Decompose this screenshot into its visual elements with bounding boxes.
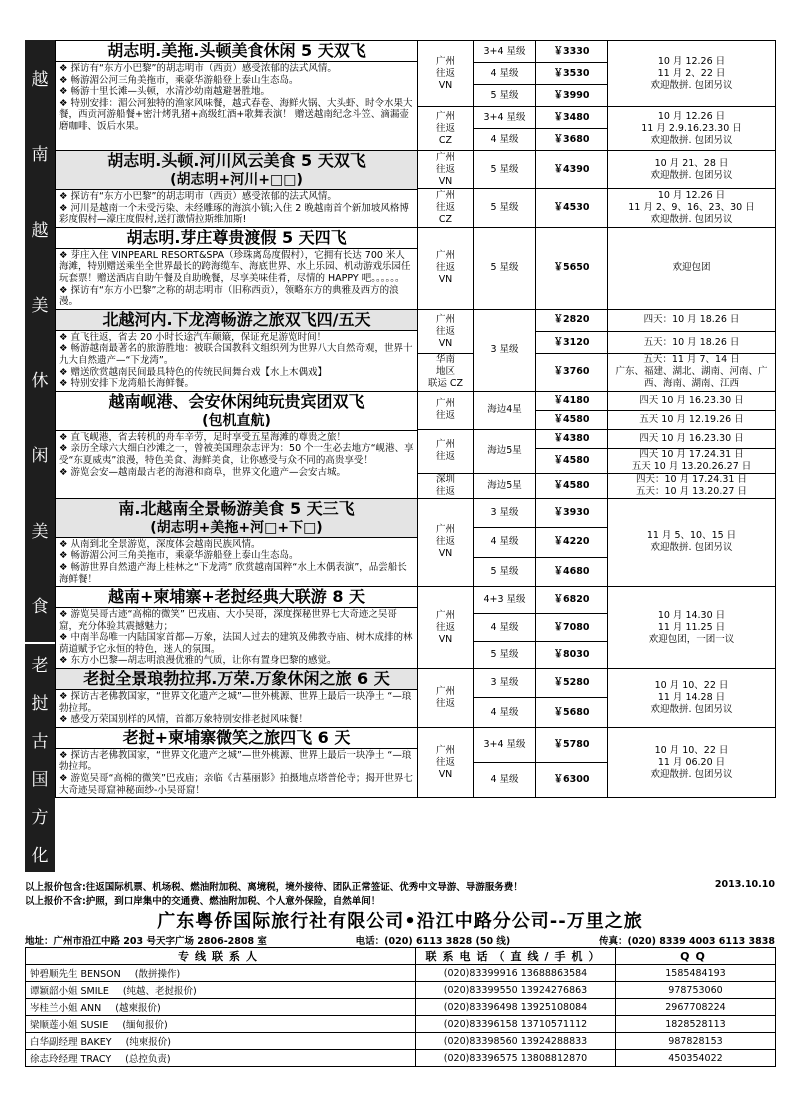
- address-line: [25, 933, 775, 947]
- contact-row: [26, 1033, 776, 1050]
- route-row: [56, 41, 776, 63]
- route-title: [56, 669, 417, 690]
- route-title-text: 胡志明.头顿.河川风云美食 5 天双飞: [107, 151, 366, 170]
- route-price: ￥3930: [536, 498, 608, 527]
- route-description: [56, 309, 418, 391]
- route-point: ❖ 赠送欣赏越南民间最具特色的传统民间舞台戏【水上木偶戏】: [59, 367, 414, 379]
- contact-name: [26, 1033, 416, 1050]
- route-price: ￥4580: [536, 410, 608, 429]
- route-price: ￥3990: [536, 85, 608, 107]
- route-star: 海边5星: [474, 429, 536, 473]
- contact-row: [26, 999, 776, 1016]
- included-text: 以上报价包含:往返国际机票、机场税、燃油附加税、离境税，境外接待、团队正常签证、优秀中文导游、导游服务费！: [25, 882, 523, 893]
- route-dates: 10 月 12.26 日 11 月 2.9.16.23.30 日 欢迎散拼. 包团另议: [608, 107, 776, 151]
- contact-qq: 2967708224: [616, 999, 776, 1016]
- contact-phone: (020)83396498 13925108084: [416, 999, 616, 1016]
- route-dates: 四天 10 月 16.23.30 日: [608, 391, 776, 410]
- side-char: 闲: [31, 446, 49, 467]
- route-row: [56, 498, 776, 527]
- route-price: ￥3680: [536, 129, 608, 151]
- contact-row: [26, 1050, 776, 1067]
- route-point: ❖ 探访有“东方小巴黎”的胡志明市（西贡）感受浓郁的法式风情。: [59, 63, 414, 75]
- route-price: ￥5650: [536, 227, 608, 309]
- contact-person: 钟碧顺先生 BENSON: [30, 969, 121, 980]
- route-title-text: 越南岘港、会安休闲纯玩贵宾团双飞: [108, 391, 365, 411]
- contact-name: [26, 1016, 416, 1033]
- route-point: ❖ 探访古老佛教国家，“世界文化遗产之城”—世外桃源、世界上最后一块净土 “—琅勃拉邦。: [59, 691, 414, 714]
- contact-phone: (020)83396158 13710571112: [416, 1016, 616, 1033]
- route-price: ￥2820: [536, 309, 608, 331]
- side-char: 美: [31, 295, 49, 316]
- route-description: [56, 41, 418, 151]
- route-title: [56, 310, 417, 331]
- contact-phone: (020)83396575 13808812870: [416, 1050, 616, 1067]
- route-origin: 广州 往返 VN: [418, 587, 474, 669]
- side-char: 食: [31, 596, 49, 617]
- route-points: [56, 749, 417, 797]
- contact-row: [26, 1016, 776, 1033]
- route-point: ❖ 亲历全球六大细白沙滩之一，曾被美国理杂志评为：50 个一生必去地方“岘港、享受“东夏威夷”浪漫，特色美食、海鲜美食，让你感受与众不同的高贵享受！: [59, 443, 414, 466]
- route-dates: 四天 10 月 16.23.30 日: [608, 429, 776, 448]
- route-points: [56, 431, 417, 479]
- route-point: ❖ 游览吴哥“高棉的微笑”巴戎庙；亲临《古墓丽影》拍摄地点塔普伦寺；揭开世界七大奇迹吴哥窟神秘面纱-小吴哥窟！: [59, 773, 414, 796]
- route-subtitle: (胡志明+美拖+河□+下□): [150, 519, 323, 536]
- route-star: 海边5星: [474, 473, 536, 498]
- route-points: [56, 249, 417, 309]
- contact-qq: 1828528113: [616, 1016, 776, 1033]
- side-char: 挝: [31, 693, 49, 714]
- route-point: ❖ 直飞往返，省去 20 小时长途汽车颠簸，保证充足游览时间！: [59, 332, 414, 344]
- contact-qq: 987828153: [616, 1033, 776, 1050]
- fax: 传真：(020) 8339 4003 6113 3838: [598, 936, 775, 947]
- contact-name: [26, 1050, 416, 1067]
- route-price: ￥4580: [536, 448, 608, 473]
- contact-qq: 978753060: [616, 982, 776, 999]
- route-origin: 广州 往返: [418, 429, 474, 473]
- route-star: 3 星级: [474, 669, 536, 698]
- contact-role: (纯柬报价): [125, 1037, 171, 1048]
- route-price: ￥3330: [536, 41, 608, 63]
- route-description: [56, 587, 418, 669]
- route-row: [56, 391, 776, 410]
- route-title: [56, 392, 417, 431]
- route-point: ❖ 畅游越南最著名的旅游胜地：被联合国教科文组织列为世界八大自然奇观，世界十九大自然遗产—“下龙湾”。: [59, 343, 414, 366]
- route-star: 4+3 星级: [474, 587, 536, 614]
- side-label-laos: [25, 644, 55, 874]
- route-origin: 广州 往返: [418, 669, 474, 728]
- contact-qq: 450354022: [616, 1050, 776, 1067]
- contact-person: 梁顺莲小姐 SUSIE: [30, 1020, 109, 1031]
- route-point: ❖ 特别安排：湄公河独特的渔家风味餐，越式春卷、海鲜火锅、大头虾、时令水果大餐，西贡河游船餐+密汁烤乳猪+高级红酒+歌舞表演！ 赠送越南纪念斗笠、滴漏壶磨咖啡、饭后水果。: [59, 98, 414, 133]
- route-dates: 10 月 12.26 日 11 月 2、9、16、23、30 日 欢迎散拼. 包团另议: [608, 189, 776, 227]
- route-star: 3 星级: [474, 309, 536, 391]
- route-title-text: 北越河内.下龙湾畅游之旅双飞四/五天: [102, 309, 371, 329]
- route-point: ❖ 畅游湄公河三角美拖市，乘豪华游船登上泰山生态岛。: [59, 550, 414, 562]
- route-dates: 五天 10 月 12.19.26 日: [608, 410, 776, 429]
- route-star: 3+4 星级: [474, 107, 536, 129]
- header-qq: QQ: [616, 948, 776, 965]
- side-char: 休: [31, 371, 49, 392]
- route-star: 3 星级: [474, 498, 536, 527]
- side-char: 美: [31, 521, 49, 542]
- route-row: [56, 227, 776, 309]
- route-dates: 10 月 14.30 日 11 月 11.25 日 欢迎包团，一团一议: [608, 587, 776, 669]
- route-row: [56, 669, 776, 698]
- route-dates: 欢迎包团: [608, 227, 776, 309]
- route-title: [56, 499, 417, 538]
- route-origin: 深圳 往返: [418, 473, 474, 498]
- header-contact: 专线联系人: [26, 948, 416, 965]
- route-title-text: 胡志明.芽庄尊贵渡假 5 天四飞: [126, 227, 347, 247]
- contact-person: 岑桂兰小姐 ANN: [30, 1003, 102, 1014]
- route-price: ￥5680: [536, 698, 608, 727]
- route-price: ￥6820: [536, 587, 608, 614]
- contact-row: [26, 965, 776, 982]
- route-point: ❖ 畅游世界自然遗产海上桂林之“下龙湾” 欣赏越南国粹“水上木偶表演”，品尝船长海鲜餐！: [59, 562, 414, 585]
- route-origin: 广州 往返 VN: [418, 41, 474, 107]
- route-origin: 广州 往返 VN: [418, 498, 474, 586]
- contact-role: (纯越、老挝报价): [122, 986, 197, 997]
- route-sheet: [25, 40, 775, 874]
- route-star: 4 星级: [474, 63, 536, 85]
- route-price: ￥6300: [536, 763, 608, 798]
- route-title-text: 胡志明.美拖.头顿美食休闲 5 天双飞: [107, 41, 366, 60]
- route-point: ❖ 从南到北全景游览，深度体会越南民族风情。: [59, 539, 414, 551]
- route-point: ❖ 畅游湄公河三角美拖市，乘豪华游船登上泰山生态岛。: [59, 75, 414, 87]
- side-char: 越: [31, 70, 49, 91]
- route-star: 海边4星: [474, 391, 536, 429]
- side-char: 老: [31, 655, 49, 676]
- route-star: 4 星级: [474, 614, 536, 641]
- route-star: 5 星级: [474, 189, 536, 227]
- route-description: [56, 151, 418, 228]
- contact-phone: (020)83399550 13924276863: [416, 982, 616, 999]
- route-point: ❖ 探访古老佛教国家，“世界文化遗产之城”—世外桃源、世界上最后一块净土 “—琅勃拉邦。: [59, 750, 414, 773]
- side-label-vietnam: [25, 40, 55, 644]
- route-description: [56, 498, 418, 586]
- route-point: ❖ 感受万荣国别样的风情，首都万象特别安排老挝风味餐！: [59, 714, 414, 726]
- route-price: ￥4680: [536, 557, 608, 586]
- route-price: ￥4180: [536, 391, 608, 410]
- phone: 电话：(020) 6113 3828 (50 线): [355, 936, 511, 947]
- side-char: 古: [31, 731, 49, 752]
- contact-name: [26, 965, 416, 982]
- route-point: ❖ 直飞岘港，省去转机的舟车辛劳，足时享受五星海滩的尊贵之旅！: [59, 432, 414, 444]
- contact-person: 徐志玲经理 TRACY: [30, 1054, 112, 1065]
- route-price: ￥4380: [536, 429, 608, 448]
- route-price: ￥4530: [536, 189, 608, 227]
- route-star: 5 星级: [474, 151, 536, 189]
- route-star: 4 星级: [474, 528, 536, 557]
- route-point: ❖ 中南半岛唯一内陆国家首都—万象，法国人过去的建筑及佛教寺庙、树木成排的林荫道赋予它永恒的特色，迷人的氛围。: [59, 632, 414, 655]
- route-origin: 广州 往返 VN: [418, 727, 474, 797]
- route-star: 5 星级: [474, 641, 536, 668]
- contact-phone: (020)83399916 13688863584: [416, 965, 616, 982]
- route-points: [56, 538, 417, 586]
- route-star: 5 星级: [474, 557, 536, 586]
- route-origin: 广州 往返 CZ: [418, 107, 474, 151]
- route-star: 3+4 星级: [474, 727, 536, 762]
- route-point: ❖ 探访有“东方小巴黎”的胡志明市（西贡）感受浓郁的法式风情。: [59, 191, 414, 203]
- route-subtitle: (胡志明+河川+□□): [170, 172, 303, 188]
- route-price: ￥4220: [536, 528, 608, 557]
- contact-role: (缅甸报价): [122, 1020, 168, 1031]
- route-point: ❖ 游览会安—越南最古老的海港和商阜，世界文化遗产—会安古城。: [59, 467, 414, 479]
- route-point: ❖ 芽庄入住 VINPEARL RESORT&SPA（珍珠离岛度假村），它拥有长达 700 米人海滩，特别赠送乘坐全世界最长的跨海缆车、海底世界、水上乐园、机动游戏乐园任玩套票！赠送酒店自助午餐及自助晚餐，尽享美味佳肴，尽情的 HAPPY 吧。。。。。。: [59, 250, 414, 285]
- side-char: 越: [31, 220, 49, 241]
- route-description: [56, 727, 418, 797]
- route-star: 4 星级: [474, 698, 536, 727]
- route-price: ￥4390: [536, 151, 608, 189]
- route-star: 5 星级: [474, 85, 536, 107]
- route-subtitle: (包机直航): [202, 412, 271, 429]
- route-points: [56, 62, 417, 134]
- side-char: 国: [31, 769, 49, 790]
- route-points: [56, 190, 417, 227]
- route-origin: 广州 往返 CZ: [418, 189, 474, 227]
- side-char: 南: [31, 145, 49, 166]
- route-dates: 五天：10 月 18.26 日: [608, 332, 776, 354]
- included-note: [25, 879, 775, 893]
- header-phone: 联系电话（直线/手机）: [416, 948, 616, 965]
- contact-person: 谭颖韶小姐 SMILE: [30, 986, 109, 997]
- contacts-table: [25, 947, 776, 1067]
- route-star: 4 星级: [474, 763, 536, 798]
- address: 地址：广州市沿江中路 203 号天字广场 2806-2808 室: [25, 936, 267, 947]
- route-row: [56, 727, 776, 762]
- route-star: 5 星级: [474, 227, 536, 309]
- company-name: 广东粤侨国际旅行社有限公司•沿江中路分公司--万里之旅: [157, 911, 643, 932]
- route-price: ￥4580: [536, 473, 608, 498]
- route-title-text: 老挝全景琅勃拉邦.万荣.万象休闲之旅 6 天: [83, 669, 390, 689]
- contact-name: [26, 982, 416, 999]
- contact-role: (越柬报价): [115, 1003, 161, 1014]
- route-row: [56, 587, 776, 614]
- route-points: [56, 690, 417, 727]
- route-points: [56, 331, 417, 391]
- contact-phone: (020)83398560 13924288833: [416, 1033, 616, 1050]
- contact-person: 白华副经理 BAKEY: [30, 1037, 112, 1048]
- contact-role: (总控负责): [125, 1054, 171, 1065]
- route-dates: 四天：10 月 17.24.31 日 五天：10 月 13.20.27 日: [608, 473, 776, 498]
- route-price: ￥3120: [536, 332, 608, 354]
- route-price: ￥5280: [536, 669, 608, 698]
- route-dates: 10 月 10、22 日 11 月 14.28 日 欢迎散拼. 包团另议: [608, 669, 776, 728]
- route-point: ❖ 特别安排下龙湾船长海鲜餐。: [59, 378, 414, 390]
- route-title-text: 老挝+柬埔寨微笑之旅四飞 6 天: [122, 727, 351, 747]
- route-price: ￥7080: [536, 614, 608, 641]
- route-row: [56, 151, 776, 189]
- side-column: [25, 40, 55, 874]
- contact-role: (散拼操作): [134, 969, 181, 980]
- route-title: [56, 151, 417, 190]
- route-dates: 10 月 12.26 日 11 月 2、22 日 欢迎散拼. 包团另议: [608, 41, 776, 107]
- route-dates: 四天：10 月 18.26 日: [608, 309, 776, 331]
- contact-qq: 1585484193: [616, 965, 776, 982]
- excluded-text: 以上报价不含:护照，到口岸集中的交通费、燃油附加税、个人意外保险，自然单间！: [25, 896, 381, 907]
- route-origin: 广州 往返 VN: [418, 151, 474, 189]
- route-point: ❖ 畅游十里长滩—头顿，水清沙幼南越避暑胜地。: [59, 86, 414, 98]
- route-star: 3+4 星级: [474, 41, 536, 63]
- route-dates: 10 月 10、22 日 11 月 06.20 日 欢迎散拼. 包团另议: [608, 727, 776, 797]
- route-title-text: 越南+柬埔寨+老挝经典大联游 8 天: [107, 587, 366, 607]
- route-title: [56, 587, 417, 608]
- route-dates: 四天 10 月 17.24.31 日 五天 10 月 13.20.26.27 日: [608, 448, 776, 473]
- route-points: [56, 608, 417, 668]
- contact-row: [26, 982, 776, 999]
- route-point: ❖ 东方小巴黎—胡志明浪漫优雅的气质，让你有置身巴黎的感觉。: [59, 655, 414, 667]
- route-origin: 广州 往返 VN: [418, 227, 474, 309]
- route-price: ￥3480: [536, 107, 608, 129]
- route-star: 4 星级: [474, 129, 536, 151]
- contact-name: [26, 999, 416, 1016]
- issue-date: 2013.10.10: [714, 879, 775, 890]
- route-dates: 11 月 5、10、15 日 欢迎散拼. 包团另议: [608, 498, 776, 586]
- route-title: [56, 41, 417, 62]
- route-origin: 广州 往返: [418, 391, 474, 429]
- route-origin: 华南 地区 联运 CZ: [418, 354, 474, 391]
- route-row: [56, 309, 776, 331]
- route-price: ￥5780: [536, 727, 608, 762]
- route-title: [56, 228, 417, 249]
- route-description: [56, 669, 418, 728]
- route-origin: 广州 往返 VN: [418, 309, 474, 354]
- route-dates: 五天：11 月 7、14 日 广东、福建、湖北、湖南、河南、广西、海南、湖南、江西: [608, 354, 776, 391]
- route-title-text: 南.北越南全景畅游美食 5 天三飞: [118, 498, 355, 518]
- route-point: ❖ 探访有“东方小巴黎”之称的胡志明市（旧称西贡），领略东方的典雅及西方的浪漫。: [59, 285, 414, 308]
- route-description: [56, 227, 418, 309]
- route-point: ❖ 游览吴哥古迹“高棉的微笑” 巴戎庙、大小吴哥，深度探秘世界七大奇迹之吴哥窟，充分体验其震撼魅力；: [59, 609, 414, 632]
- route-dates: 10 月 21、28 日 欢迎散拼. 包团另议: [608, 151, 776, 189]
- route-price: ￥3760: [536, 354, 608, 391]
- route-point: ❖ 河川是越南一个未受污染、未经雕琢的海滨小镇;入住 2 晚越南首个新加坡风格博彩度假村—濠庄度假村,送打激情拉斯维加斯!: [59, 203, 414, 226]
- route-title: [56, 728, 417, 749]
- side-char: 方: [31, 807, 49, 828]
- side-char: 化: [31, 845, 49, 866]
- route-price: ￥8030: [536, 641, 608, 668]
- routes-table: [55, 40, 776, 798]
- route-price: ￥3530: [536, 63, 608, 85]
- route-description: [56, 391, 418, 498]
